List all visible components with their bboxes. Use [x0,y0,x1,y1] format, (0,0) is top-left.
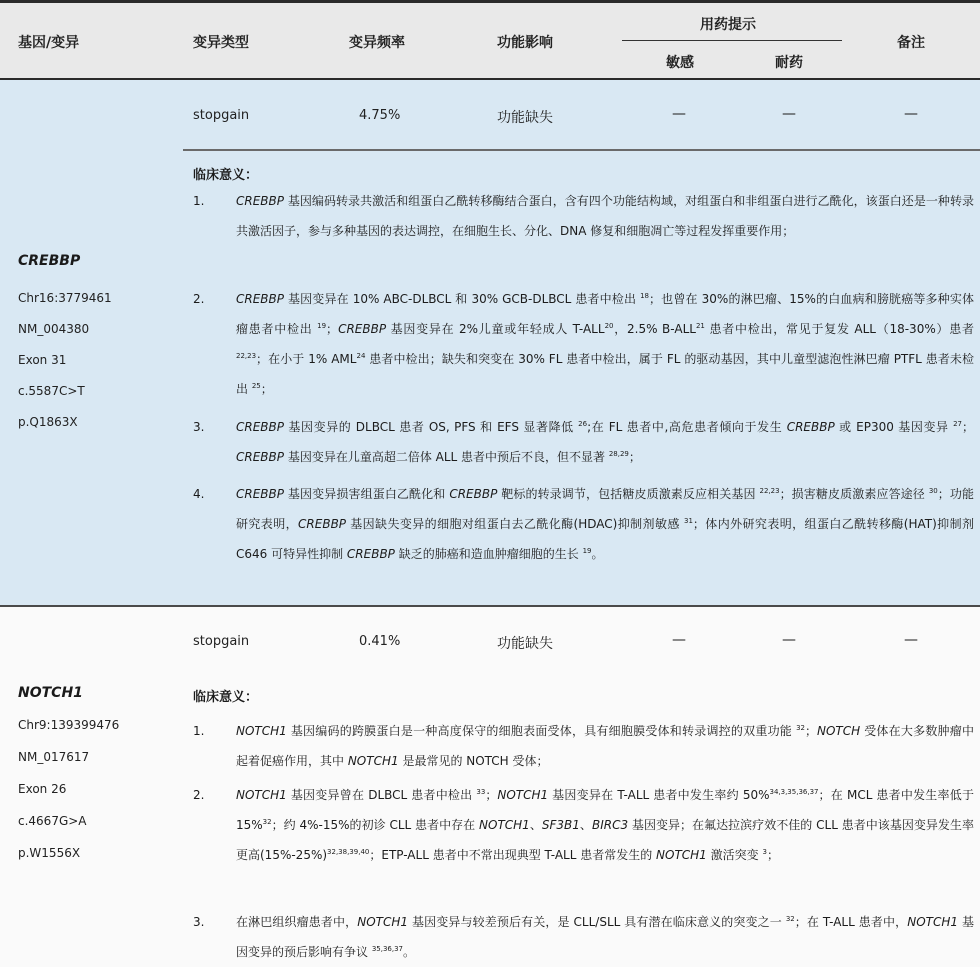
text-segment: ；功能研究表明， [236,487,974,531]
gene-symbol: NOTCH1 [907,915,959,929]
variant-type: stopgain [193,108,250,123]
gene-cdna-change: c.5587C>T [18,384,85,398]
note-value: — [904,106,918,122]
item-number: 3. [193,915,205,929]
header-freq: 变异频率 [349,35,405,51]
header-gene: 基因/变异 [18,35,80,51]
gene-symbol: NOTCH1 [357,915,409,929]
text-segment: 、 [529,818,542,832]
clinical-item [236,907,974,967]
text-segment: ；约 4%-15%的初诊 CLL 患者中存在 [271,818,480,832]
functional-impact: 功能缺失 [497,636,553,652]
header-var-type: 变异类型 [193,35,249,51]
reference-superscript: 35,36,37 [371,945,403,953]
reference-superscript: 25 [251,382,261,390]
reference-superscript: 30 [928,487,938,495]
clinical-item [236,284,974,404]
crebbp-row-bottom-rule [0,605,980,607]
text-segment: 或 EP300 基因变异 [834,420,954,434]
text-segment: ； [804,724,817,738]
item-number: 2. [193,788,205,802]
gene-symbol: CREBBP [449,487,498,501]
text-segment: 基因变异；在氟达拉滨疗效不佳的 CLL 患者中该基因变异发生率更高(15%-25%) [236,818,974,862]
text-segment: ；体内外研究表明，组蛋白乙酰转移酶(HAT)抑制剂 C646 可特异性抑制 [236,517,974,561]
header-note: 备注 [897,35,925,51]
gene-symbol: CREBBP [236,194,284,208]
header-resistant: 耐药 [775,55,803,71]
text-segment: ；ETP-ALL 患者中不常出现典型 T-ALL 患者常发生的 [369,848,657,862]
gene-name: NOTCH1 [18,685,83,701]
variant-type: stopgain [193,634,250,649]
text-segment: 。 [591,547,604,561]
header-drug-hint: 用药提示 [700,17,756,33]
reference-superscript: 32,38,39,40 [327,848,370,856]
gene-symbol: CREBBP [236,292,284,306]
clinical-item [236,412,974,472]
gene-protein-change: p.Q1863X [18,415,78,429]
gene-symbol: CREBBP [338,322,387,336]
text-segment: 受体在大多数肿瘤中起着促癌作用，其中 [236,724,974,768]
clinical-item [236,479,974,569]
drug-hint-rule [622,40,842,41]
sensitive-value: — [672,106,686,122]
clinical-item [236,716,974,776]
item-number: 1. [193,724,205,738]
clinical-significance-label: 临床意义： [193,690,259,705]
reference-superscript: 32 [785,915,795,923]
reference-superscript: 3 [762,848,767,856]
reference-superscript: 26 [578,420,588,428]
text-segment: ； [962,420,975,434]
text-segment: ；损害糖皮质激素应答途径 [779,487,929,501]
text-segment: 靶标的转录调节，包括糖皮质激素反应相关基因 [497,487,760,501]
reference-superscript: 32 [796,724,805,732]
text-segment: 在淋巴组织瘤患者中， [236,915,358,929]
reference-superscript: 33 [476,788,486,796]
resistant-value: — [782,632,796,648]
text-segment: 基因变异在儿童高超二倍体 ALL 患者中预后不良，但不显著 [284,450,609,464]
text-segment: 基因变异在 2%儿童或年轻成人 T-ALL [386,322,605,336]
text-segment: 基因缺失变异的细胞对组蛋白去乙酰化酶(HDAC)抑制剂敏感 [346,517,684,531]
reference-superscript: 28,29 [608,450,629,458]
gene-cdna-change: c.4667G>A [18,814,87,828]
text-segment: 、 [579,818,592,832]
text-segment: ； [628,450,641,464]
reference-superscript: 24 [356,352,366,360]
item-number: 1. [193,194,205,208]
functional-impact: 功能缺失 [497,110,553,126]
text-segment: 是最常见的 NOTCH 受体； [398,754,549,768]
item-number: 4. [193,487,205,501]
text-segment: 基因编码的跨膜蛋白是一种高度保守的细胞表面受体，具有细胞膜受体和转录调控的双重功能 [286,724,797,738]
text-segment: ；在小于 1% AML [256,352,357,366]
gene-symbol: NOTCH1 [497,788,549,802]
gene-symbol: NOTCH1 [347,754,399,768]
reference-superscript: 21 [695,322,705,330]
item-number: 2. [193,292,205,306]
text-segment: ；在 MCL 患者中发生率低于 15% [236,788,974,832]
text-segment: ；也曾在 30%的淋巴瘤、15%的白血病和膀胱癌等多种实体瘤患者中检出 [236,292,974,336]
sensitive-value: — [672,632,686,648]
text-segment: ； [326,322,339,336]
text-segment: 缺乏的肺癌和造血肿瘤细胞的生长 [394,547,583,561]
gene-exon: Exon 31 [18,353,67,367]
header-impact: 功能影响 [497,35,553,51]
text-segment: ；在 T-ALL 患者中， [794,915,908,929]
text-segment: ;在 FL 患者中,高危患者倾向于发生 [587,420,787,434]
text-segment: 基因编码转录共激活和组蛋白乙酰转移酶结合蛋白，含有四个功能结构域，对组蛋白和非组蛋白进行乙酰化，该蛋白还是一种转录共激活因子，参与多种基因的表达调控，在细胞生长、分化、DNA 修复和细胞凋亡等过程发挥重要作用； [236,194,974,238]
text-segment: 基因变异在 10% ABC-DLBCL 和 30% GCB-DLBCL 患者中检出 [284,292,641,306]
reference-superscript: 19 [317,322,327,330]
text-segment: 基因变异曾在 DLBCL 患者中检出 [286,788,477,802]
reference-superscript: 22,23 [236,352,257,360]
gene-symbol: CREBBP [236,450,284,464]
text-segment: 。 [403,945,416,959]
gene-name: CREBBP [18,253,81,269]
reference-superscript: 27 [953,420,962,428]
reference-superscript: 31 [683,517,693,525]
clinical-item [236,780,974,870]
gene-symbol: CREBBP [236,487,284,501]
text-segment: 基因变异的 DLBCL 患者 OS, PFS 和 EFS 显著降低 [284,420,579,434]
text-segment: 基因变异与较差预后有关，是 CLL/SLL 具有潜在临床意义的突变之一 [408,915,786,929]
reference-superscript: 19 [582,547,592,555]
gene-chromosome: Chr9:139399476 [18,718,120,732]
gene-symbol: CREBBP [786,420,835,434]
gene-symbol: NOTCH1 [656,848,707,862]
text-segment: ，2.5% B-ALL [613,322,696,336]
gene-exon: Exon 26 [18,782,67,796]
text-segment: 激活突变 [706,848,763,862]
gene-symbol: NOTCH1 [236,724,287,738]
item-number: 3. [193,420,205,434]
text-segment: ； [485,788,498,802]
text-segment: 基因变异的预后影响有争议 [236,915,974,959]
gene-symbol: NOTCH1 [236,788,287,802]
gene-symbol: NOTCH [817,724,861,738]
crebbp-row-separator [183,149,980,151]
reference-superscript: 32 [262,818,272,826]
variant-frequency: 0.41% [359,634,401,649]
gene-symbol: BIRC3 [591,818,629,832]
reference-superscript: 22,23 [759,487,780,495]
gene-symbol: CREBBP [236,420,284,434]
text-segment: ； [260,382,273,396]
gene-symbol: CREBBP [298,517,347,531]
gene-transcript: NM_004380 [18,322,90,336]
gene-transcript: NM_017617 [18,750,90,764]
gene-chromosome: Chr16:3779461 [18,291,112,305]
variant-frequency: 4.75% [359,108,401,123]
text-segment: 基因变异在 T-ALL 患者中发生率约 50% [548,788,770,802]
text-segment: 基因变异损害组蛋白乙酰化和 [284,487,450,501]
gene-symbol: SF3B1 [541,818,580,832]
resistant-value: — [782,106,796,122]
text-segment: 患者中检出，常见于复发 ALL（18-30%）患者 [704,322,975,336]
gene-symbol: NOTCH1 [479,818,530,832]
header-sensitive: 敏感 [666,55,694,71]
note-value: — [904,632,918,648]
clinical-significance-label: 临床意义： [193,168,259,183]
reference-superscript: 34,3,35,36,37 [769,788,819,796]
reference-superscript: 18 [640,292,650,300]
gene-protein-change: p.W1556X [18,846,81,860]
gene-symbol: CREBBP [346,547,395,561]
clinical-item [236,186,974,246]
text-segment: 患者中检出；缺失和突变在 30% FL 患者中检出，属于 FL 的驱动基因，其中儿童型滤泡性淋巴瘤 PTFL 患者未检出 [236,352,974,396]
header-top-rule [0,0,980,3]
text-segment: ； [766,848,779,862]
reference-superscript: 20 [604,322,614,330]
